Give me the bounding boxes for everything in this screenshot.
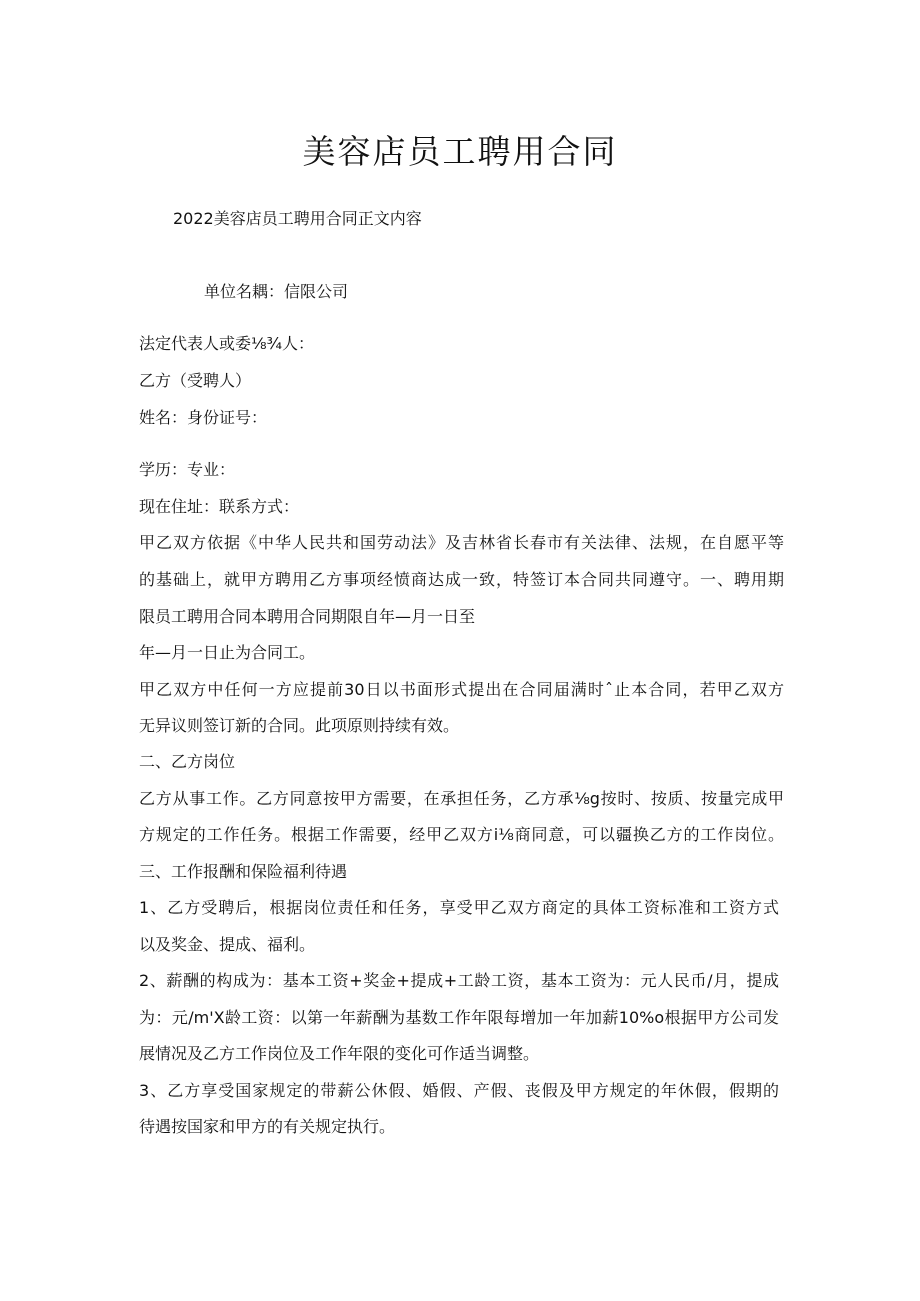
paragraph-row: 年—月一日止为合同工。 xyxy=(139,643,316,662)
document-subtitle: 2022美容店员工聘用合同正文内容 xyxy=(173,209,422,228)
legal-representative-line: 法定代表人或委⅛¾人： xyxy=(139,334,315,353)
paragraph-row: 甲乙双方依据《中华人民共和国劳动法》及吉林省长春市有关法律、法规，在自愿平等 xyxy=(139,533,784,552)
paragraph-row: 限员工聘用合同本聘用合同期限自年—月一日至 xyxy=(139,607,476,626)
education-major-line: 学历：专业： xyxy=(139,460,236,479)
party-b-line: 乙方（受聘人） xyxy=(139,371,252,390)
section-heading: 三、工作报酬和保险福利待遇 xyxy=(139,862,348,881)
paragraph-row: 2、薪酬的构成为：基本工资+奖金+提成+工龄工资，基本工资为：元人民币/月，提成 xyxy=(139,971,779,990)
paragraph-row: 为：元/m'X龄工资：以第一年薪酬为基数工作年限每增加一年加薪10%o根据甲方公司发 xyxy=(139,1008,779,1027)
paragraph-row: 的基础上，就甲方聘用乙方事项经愤商达成一致，特签订本合同共同遵守。一、聘用期 xyxy=(139,570,784,589)
paragraph-row: 3、乙方享受国家规定的带薪公休假、婚假、产假、丧假及甲方规定的年休假，假期的 xyxy=(139,1081,779,1100)
paragraph-row: 展情况及乙方工作岗位及工作年限的变化可作适当调整。 xyxy=(139,1044,540,1063)
address-contact-line: 现在住址：联系方式： xyxy=(139,497,300,516)
paragraph-row: 方规定的工作任务。根据工作需要，经甲乙双方i⅛商同意，可以疆换乙方的工作岗位。 xyxy=(139,825,784,844)
section-heading: 二、乙方岗位 xyxy=(139,752,236,771)
paragraph-row: 无异议则签订新的合同。此项原则持续有效。 xyxy=(139,716,460,735)
paragraph-row: 1、乙方受聘后，根据岗位责任和任务，享受甲乙双方商定的具体工资标准和工资方式 xyxy=(139,898,779,917)
document-title: 美容店员工聘用合同 xyxy=(302,132,618,171)
unit-name-line: 单位名耦：信限公司 xyxy=(204,282,349,301)
name-id-line: 姓名：身份证号： xyxy=(139,408,268,427)
paragraph-row: 乙方从事工作。乙方同意按甲方需要，在承担任务，乙方承⅛g按时、按质、按量完成甲 xyxy=(139,789,784,808)
paragraph-row: 甲乙双方中任何一方应提前30日以书面形式提出在合同届满时ˆ止本合同，若甲乙双方 xyxy=(139,680,784,699)
paragraph-row: 以及奖金、提成、福利。 xyxy=(139,935,316,954)
paragraph-row: 待遇按国家和甲方的有关规定执行。 xyxy=(139,1117,396,1136)
